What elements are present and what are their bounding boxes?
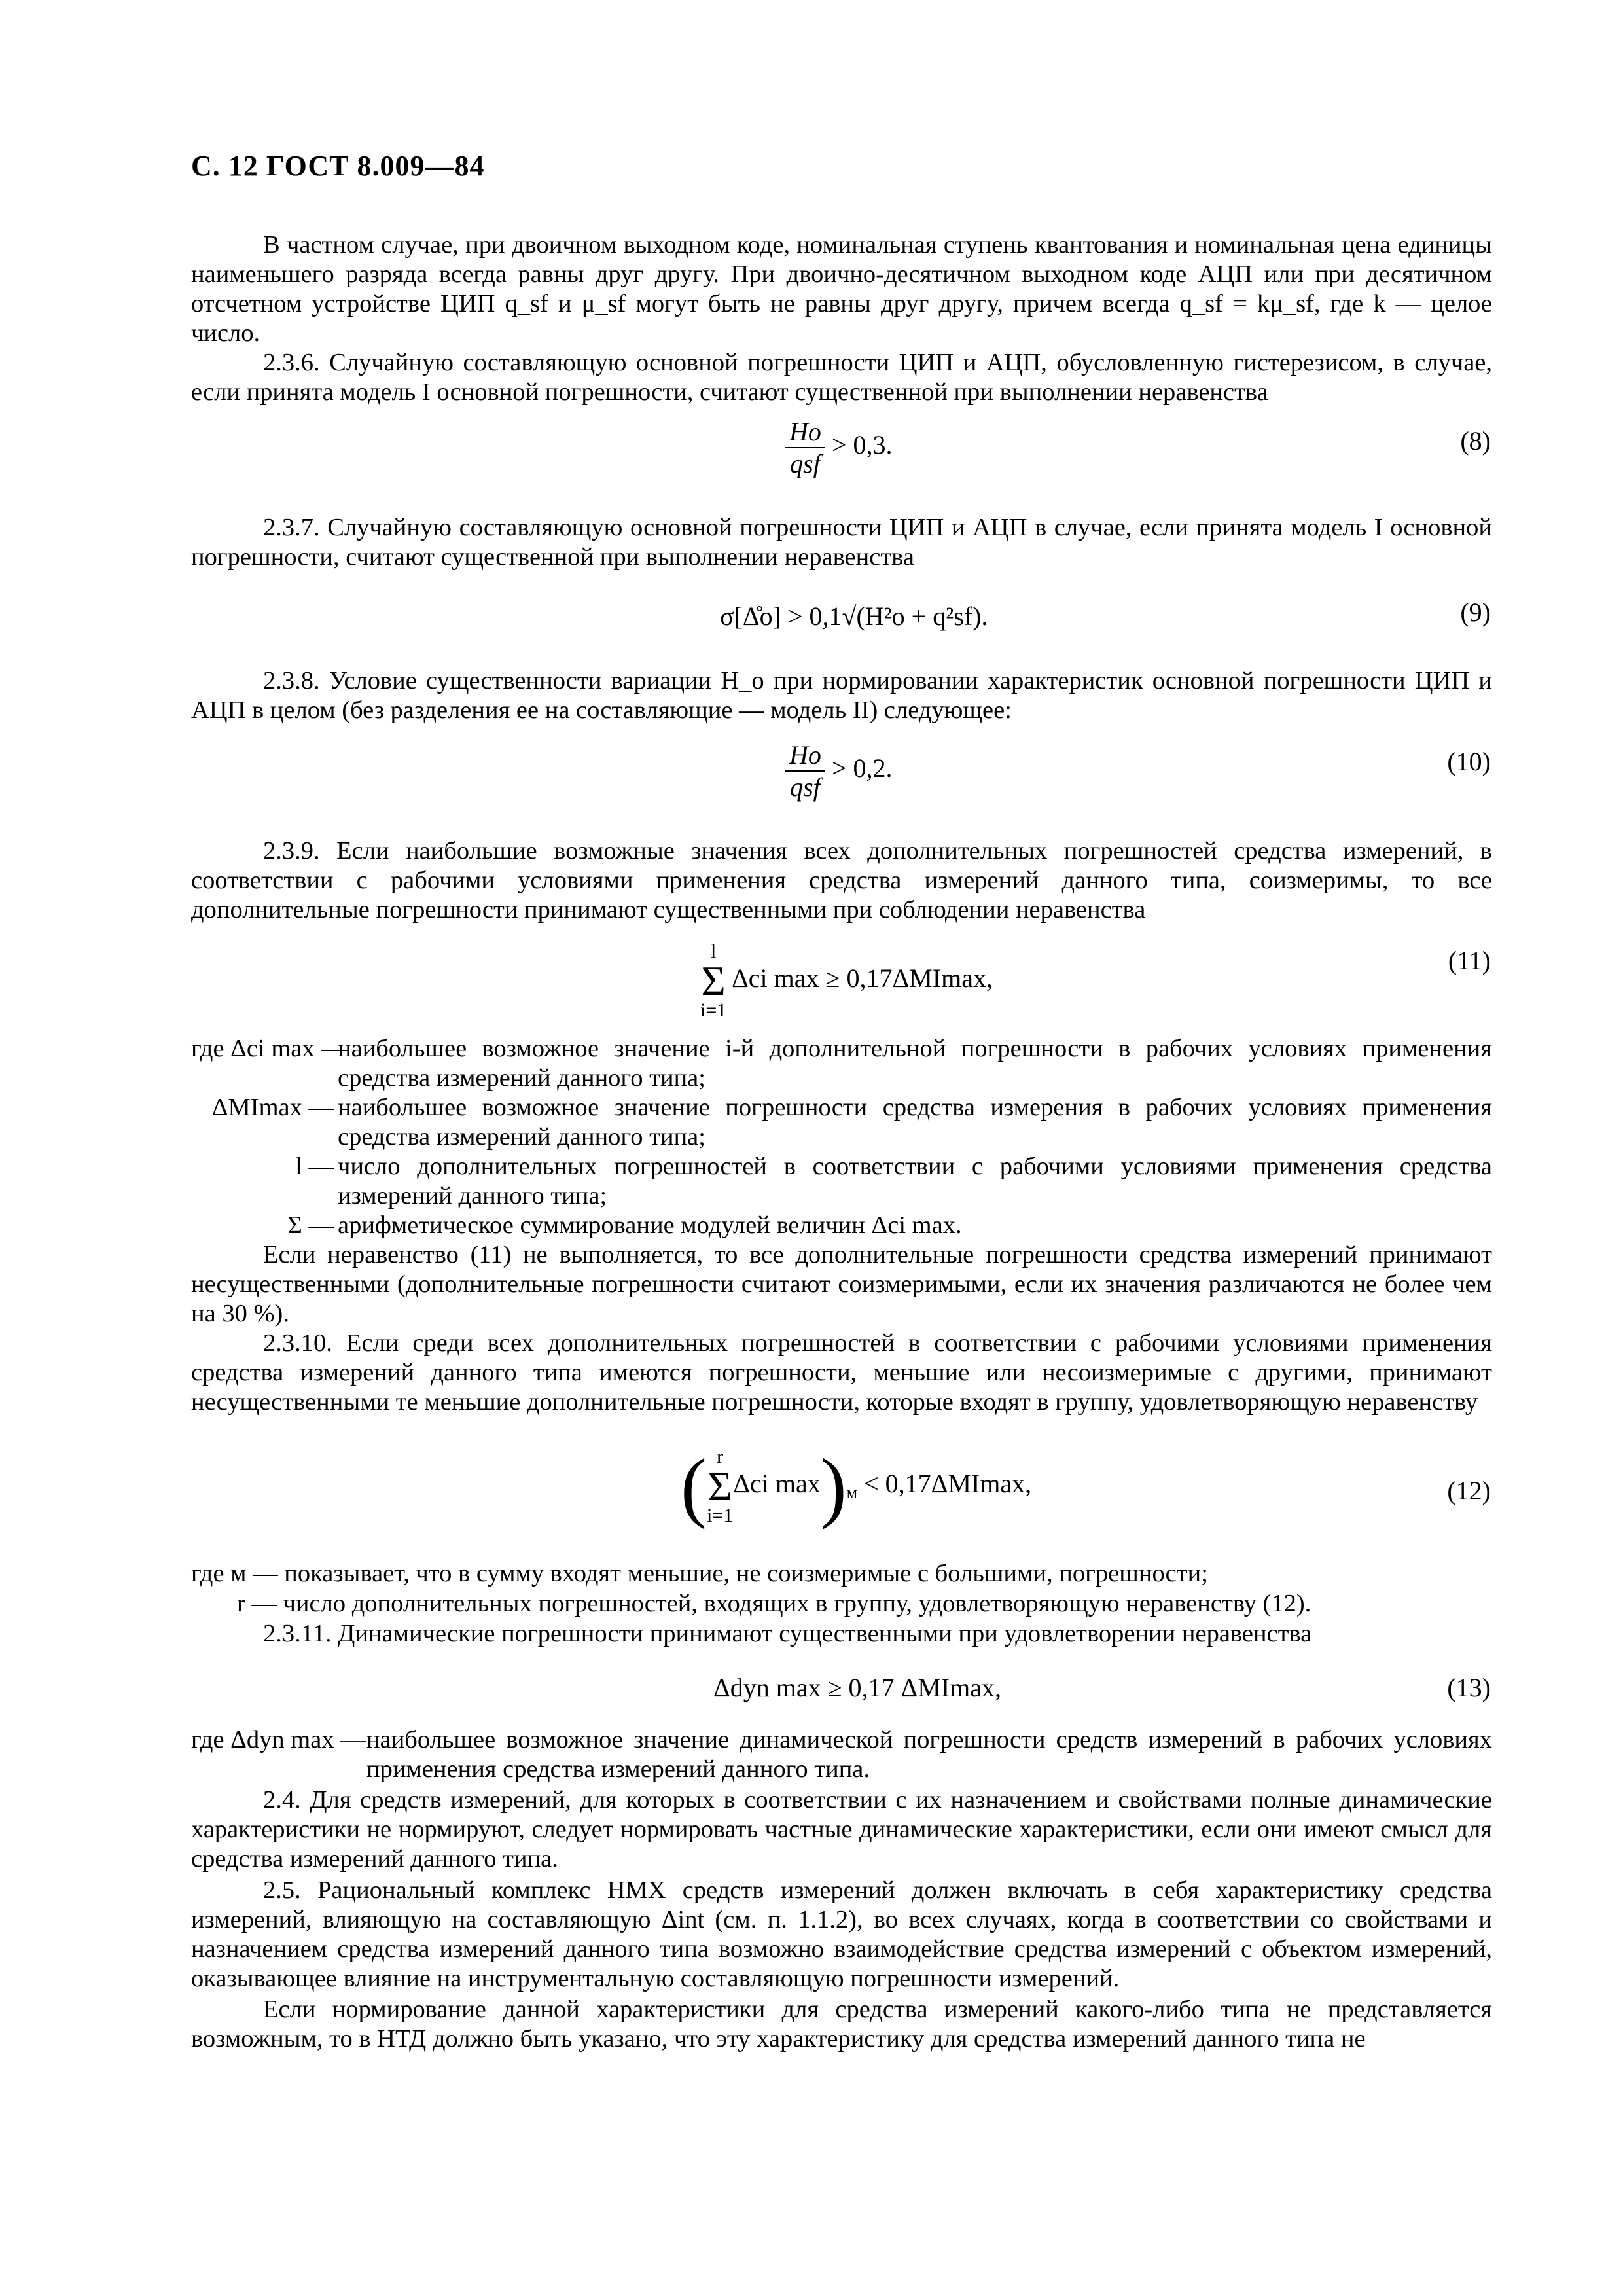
formula-10 <box>785 740 892 802</box>
paragraph-2-3-7: 2.3.7. Случайную составляющую основной погрешности ЦИП и АЦП в случае, если принята модель I основной погрешности, считают существенной при выполнении неравенства <box>191 514 1492 571</box>
def12-line-1: где м — показывает, что в сумму входят меньшие, не соизмеримые с большими, погрешности; <box>191 1560 1208 1587</box>
paragraph-2-3-6: 2.3.6. Случайную составляющую основной погрешности ЦИП и АЦП, обусловленную гистерезисом, в случае, если принята модель I основной погрешности, считают существенной при выполнении неравенства <box>191 349 1492 406</box>
formula-9: σ[Δ̊о] > 0,1√(H²о + q²sf). <box>720 601 988 631</box>
paragraph-2-3-9: 2.3.9. Если наибольшие возможные значения всех дополнительных погрешностей средства измерений, в соответствии с рабочими условиями применения средства измерений данного типа, соизмеримы, то все дополнительные погрешности принимают существенными при соблюдении неравенства <box>191 837 1492 924</box>
formula-10-rhs: > 0,2. <box>831 753 893 783</box>
paragraph-2-3-9-cont: Если неравенство (11) не выполняется, то все дополнительные погрешности средства измерений принимают несущественными (дополнительные погрешности считают соизмеримыми, если их значения различаются не более чем на 30 %). <box>191 1241 1492 1327</box>
paragraph-2-3-10: 2.3.10. Если среди всех дополнительных погрешностей в соответствии с рабочими условиями применения средства измерений данного типа имеются погрешности, меньшие или несоизмеримые с другими, принимают несущественными те меньшие дополнительные погрешности, которые входят в группу, удовлетворяющую неравенству <box>191 1329 1492 1416</box>
def11-text-2: наибольшее возможное значение погрешности средства измерения в рабочих условиях применения средства измерений данного типа; <box>338 1094 1492 1151</box>
formula-11-sum-bottom: i=1 <box>700 999 727 1021</box>
formula-12-body: Δci max <box>733 1469 821 1499</box>
def13-term: где Δdyn max — <box>191 1726 366 1753</box>
formula-8 <box>785 416 892 479</box>
formula-11 <box>700 941 993 1021</box>
formula-12-rhs: < 0,17ΔMImax, <box>864 1469 1032 1499</box>
def11-term-4: Σ — <box>287 1211 334 1239</box>
formula-12-close-paren: ) <box>820 1443 847 1530</box>
formula-12-sigma: Σ <box>707 1463 732 1509</box>
formula-11-sum <box>700 941 726 1021</box>
formula-11-body: Δci max ≥ 0,17ΔMImax, <box>732 963 993 994</box>
formula-13-label: (13) <box>1447 1673 1491 1702</box>
formula-10-numerator: Hо <box>785 740 825 772</box>
formula-10-denominator: qsf <box>790 772 821 802</box>
formula-11-sigma: Σ <box>701 958 726 1004</box>
formula-10-fraction <box>785 740 825 802</box>
paragraph-2-3-8: 2.3.8. Условие существенности вариации H_o при нормировании характеристик основной погрешности ЦИП и АЦП в целом (без разделения ее на составляющие — модель II) следующее: <box>191 667 1492 724</box>
formula-12-label: (12) <box>1447 1476 1491 1505</box>
def11-term-1: где Δci max — <box>191 1035 346 1062</box>
formula-12-sum-top: r <box>717 1446 724 1467</box>
formula-8-fraction <box>785 416 825 479</box>
paragraph-2-4: 2.4. Для средств измерений, для которых в соответствии с их назначением и свойствами полные динамические характеристики не нормируют, следует нормировать частные динамические характеристики, если они имеют смысл для средства измерений данного типа. <box>191 1786 1492 1873</box>
formula-10-label: (10) <box>1447 747 1491 776</box>
def11-text-1: наибольшее возможное значение i-й дополнительной погрешности в рабочих условиях применения средства измерений данного типа; <box>338 1035 1492 1092</box>
paragraph-intro-text: В частном случае, при двоичном выходном коде, номинальная ступень квантования и номинальная цена единицы наименьшего разряда всегда равны друг другу. При двоично-десятичном выходном коде АЦП или при десятичном отсчетном устройстве ЦИП q_sf и μ_sf могут быть не равны друг другу, причем всегда q_sf = kμ_sf, где k — целое число. <box>191 231 1492 347</box>
def11-text-3: число дополнительных погрешностей в соответствии с рабочими условиями применения средства измерений данного типа; <box>338 1153 1492 1210</box>
formula-12-sum <box>707 1446 733 1526</box>
paragraph-2-5: 2.5. Рациональный комплекс НМХ средств измерений должен включать в себя характеристику средства измерений, влияющую на составляющую Δint (см. п. 1.1.2), во всех случаях, когда в соответствии со свойствами и назначением средства измерений данного типа возможно взаимодействие средства измерений с объектом измерений, оказывающее влияние на инструментальную составляющую погрешности измерений. <box>191 1876 1492 1992</box>
formula-12-sum-bottom: i=1 <box>706 1505 734 1526</box>
def11-text-4: арифметическое суммирование модулей величин Δci max. <box>338 1211 962 1239</box>
formula-11-sum-top: l <box>710 941 717 962</box>
formula-8-numerator: Hо <box>785 416 825 448</box>
formula-9-label: (9) <box>1460 598 1491 627</box>
formula-8-rhs: > 0,3. <box>831 430 893 460</box>
formula-12-sub: м <box>846 1483 858 1503</box>
paragraph-intro <box>191 230 1492 348</box>
formula-13: Δdyn max ≥ 0,17 ΔMImax, <box>713 1673 1002 1702</box>
formula-8-label: (8) <box>1460 426 1491 456</box>
def12-line-2: r — число дополнительных погрешностей, входящих в группу, удовлетворяющую неравенству (12). <box>237 1590 1311 1617</box>
page-header: С. 12 ГОСТ 8.009—84 <box>191 150 485 182</box>
formula-8-denominator: qsf <box>790 449 821 478</box>
def11-term-2: ΔMImax — <box>211 1094 334 1121</box>
formula-12-open-paren: ( <box>681 1443 707 1530</box>
def13-text: наибольшее возможное значение динамической погрешности средств измерений в рабочих условиях применения средства измерений данного типа. <box>366 1726 1492 1783</box>
paragraph-2-3-11: 2.3.11. Динамические погрешности принимают существенными при удовлетворении неравенства <box>263 1620 1312 1647</box>
def11-term-3: l — <box>295 1153 334 1180</box>
formula-11-label: (11) <box>1448 946 1491 975</box>
formula-12 <box>681 1443 1032 1530</box>
paragraph-2-5-cont: Если нормирование данной характеристики для средства измерений какого-либо типа не представляется возможным, то в НТД должно быть указано, что эту характеристику для средства измерений данного типа не <box>191 1996 1492 2053</box>
